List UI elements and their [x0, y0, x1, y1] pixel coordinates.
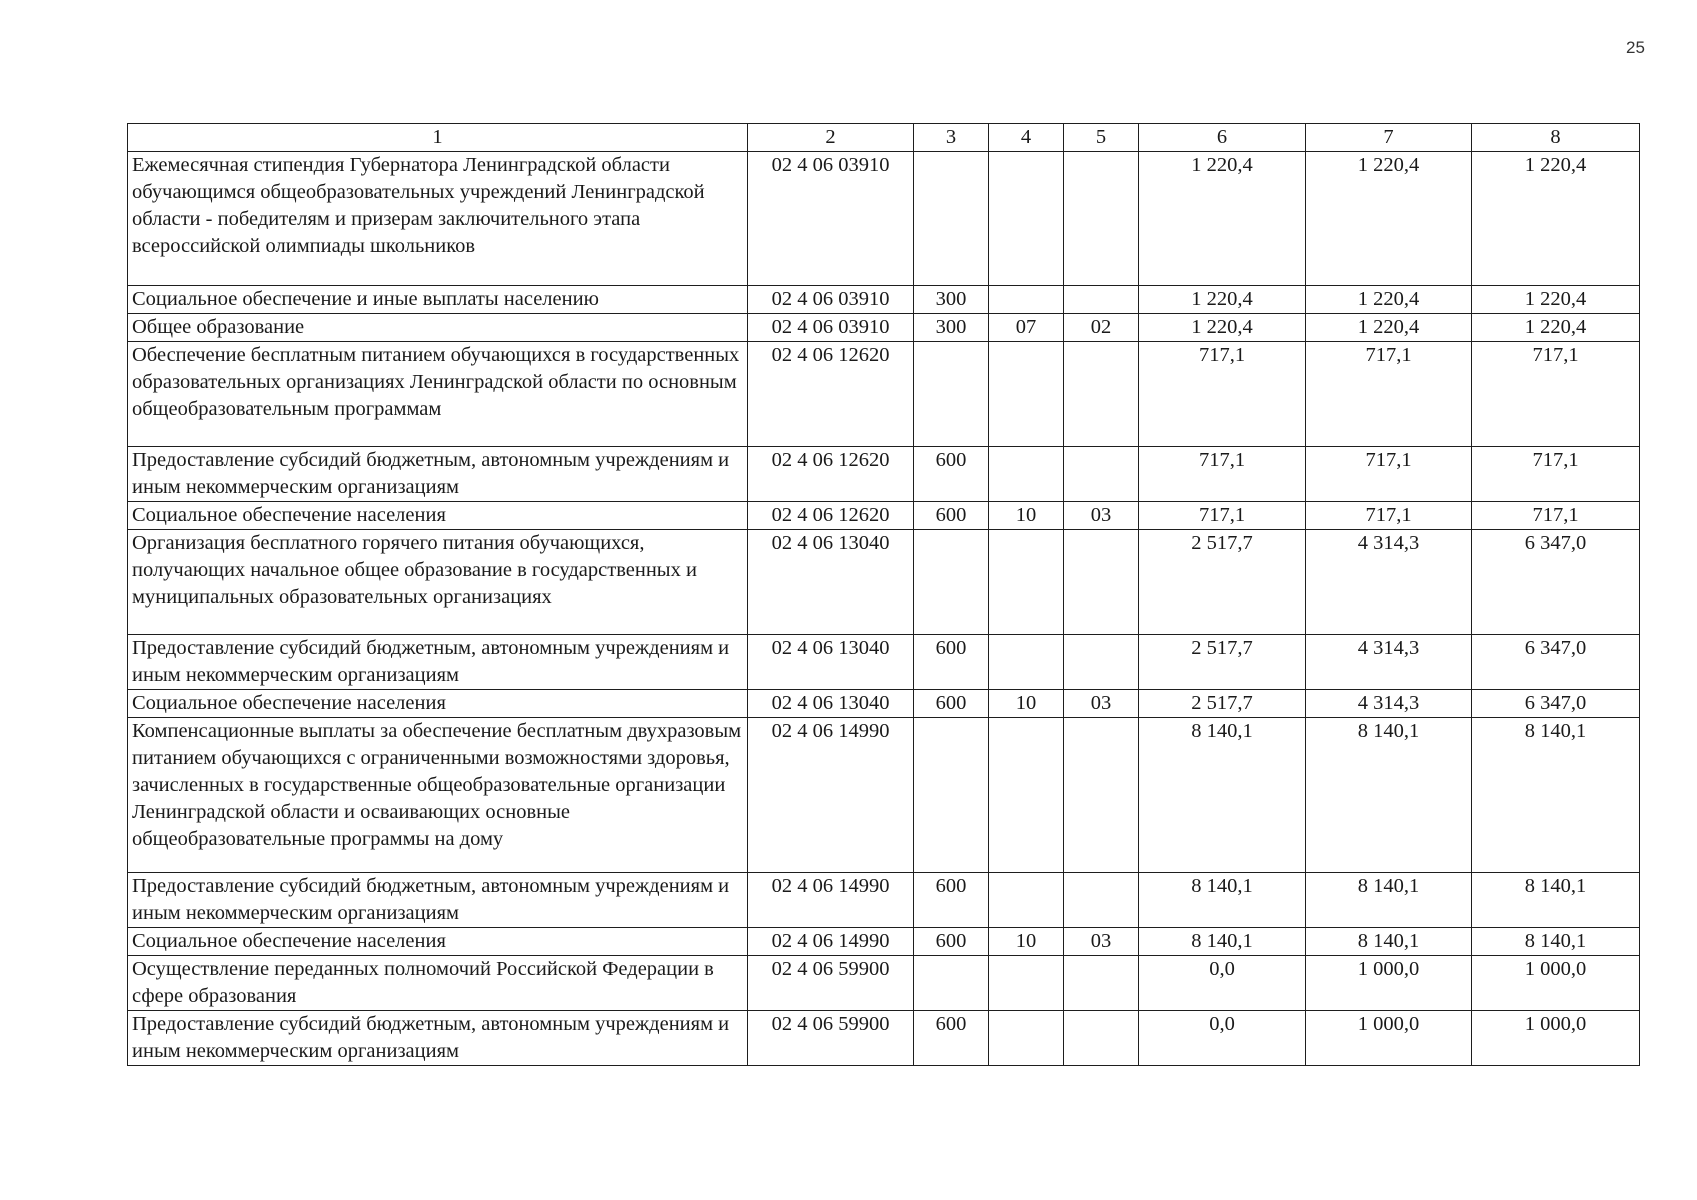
row-col8-value: 6 347,0	[1472, 635, 1640, 690]
page-number: 25	[1626, 38, 1645, 57]
row-col5-cell: 03	[1064, 690, 1139, 718]
row-col7-value: 1 220,4	[1306, 286, 1472, 314]
row-col7-value: 717,1	[1306, 342, 1472, 447]
row-col6-value: 1 220,4	[1139, 286, 1306, 314]
row-col5-cell	[1064, 718, 1139, 873]
budget-table	[127, 123, 1640, 1066]
row-name-cell: Социальное обеспечение населения	[128, 928, 748, 956]
row-col4-cell	[989, 530, 1064, 635]
table-row	[128, 928, 1640, 956]
row-name-cell: Организация бесплатного горячего питания обучающихся, получающих начальное общее образование в государственных и муниципальных образовательных организациях	[128, 530, 748, 635]
row-code-cell: 02 4 06 13040	[748, 635, 914, 690]
row-col6-value: 1 220,4	[1139, 314, 1306, 342]
row-col5-cell: 03	[1064, 928, 1139, 956]
row-col4-cell: 10	[989, 690, 1064, 718]
row-name-cell: Предоставление субсидий бюджетным, автономным учреждениям и иным некоммерческим организациям	[128, 1011, 748, 1066]
row-col3-cell: 600	[914, 873, 989, 928]
row-col3-cell: 300	[914, 314, 989, 342]
row-col3-cell	[914, 342, 989, 447]
row-name-cell: Ежемесячная стипендия Губернатора Ленинградской области обучающимся общеобразовательных учреждений Ленинградской области - победителям и призерам заключительного этапа всероссийской олимпиады школьников	[128, 152, 748, 286]
row-col8-value: 1 220,4	[1472, 314, 1640, 342]
row-name-cell: Социальное обеспечение и иные выплаты населению	[128, 286, 748, 314]
row-col5-cell	[1064, 956, 1139, 1011]
row-col8-value: 8 140,1	[1472, 718, 1640, 873]
header-cell-3: 3	[914, 124, 989, 152]
row-col4-cell	[989, 152, 1064, 286]
table-row	[128, 314, 1640, 342]
row-col3-cell	[914, 718, 989, 873]
row-col7-value: 4 314,3	[1306, 635, 1472, 690]
row-code-cell: 02 4 06 03910	[748, 314, 914, 342]
row-col5-cell	[1064, 1011, 1139, 1066]
row-col7-value: 4 314,3	[1306, 690, 1472, 718]
row-col7-value: 1 220,4	[1306, 314, 1472, 342]
row-col3-cell: 600	[914, 502, 989, 530]
row-col8-value: 6 347,0	[1472, 530, 1640, 635]
header-cell-1: 1	[128, 124, 748, 152]
table-row	[128, 502, 1640, 530]
row-col3-cell	[914, 530, 989, 635]
row-col4-cell	[989, 286, 1064, 314]
row-col5-cell	[1064, 635, 1139, 690]
row-code-cell: 02 4 06 59900	[748, 1011, 914, 1066]
row-col7-value: 4 314,3	[1306, 530, 1472, 635]
row-code-cell: 02 4 06 12620	[748, 502, 914, 530]
row-col6-value: 2 517,7	[1139, 530, 1306, 635]
row-col8-value: 717,1	[1472, 447, 1640, 502]
row-col8-value: 8 140,1	[1472, 928, 1640, 956]
row-code-cell: 02 4 06 14990	[748, 928, 914, 956]
row-col4-cell	[989, 956, 1064, 1011]
row-col3-cell	[914, 152, 989, 286]
row-col7-value: 717,1	[1306, 502, 1472, 530]
row-col4-cell	[989, 1011, 1064, 1066]
row-col3-cell: 600	[914, 928, 989, 956]
row-col6-value: 1 220,4	[1139, 152, 1306, 286]
row-col8-value: 8 140,1	[1472, 873, 1640, 928]
table-row	[128, 1011, 1640, 1066]
row-col5-cell	[1064, 286, 1139, 314]
row-col4-cell: 10	[989, 928, 1064, 956]
row-col6-value: 717,1	[1139, 447, 1306, 502]
row-code-cell: 02 4 06 13040	[748, 530, 914, 635]
row-name-cell: Предоставление субсидий бюджетным, автономным учреждениям и иным некоммерческим организациям	[128, 447, 748, 502]
row-name-cell: Социальное обеспечение населения	[128, 502, 748, 530]
row-col8-value: 1 000,0	[1472, 1011, 1640, 1066]
row-col6-value: 8 140,1	[1139, 718, 1306, 873]
row-col8-value: 717,1	[1472, 502, 1640, 530]
row-col3-cell: 600	[914, 1011, 989, 1066]
row-col4-cell	[989, 635, 1064, 690]
row-col6-value: 717,1	[1139, 342, 1306, 447]
row-col7-value: 1 000,0	[1306, 1011, 1472, 1066]
row-col4-cell: 07	[989, 314, 1064, 342]
row-col4-cell	[989, 447, 1064, 502]
row-col3-cell: 600	[914, 690, 989, 718]
row-col7-value: 717,1	[1306, 447, 1472, 502]
header-cell-7: 7	[1306, 124, 1472, 152]
row-code-cell: 02 4 06 14990	[748, 873, 914, 928]
row-code-cell: 02 4 06 12620	[748, 447, 914, 502]
row-col6-value: 0,0	[1139, 1011, 1306, 1066]
row-col5-cell	[1064, 873, 1139, 928]
table-row	[128, 530, 1640, 635]
table-row	[128, 956, 1640, 1011]
row-col6-value: 8 140,1	[1139, 928, 1306, 956]
table-row	[128, 447, 1640, 502]
row-col5-cell	[1064, 447, 1139, 502]
header-cell-8: 8	[1472, 124, 1640, 152]
row-name-cell: Обеспечение бесплатным питанием обучающихся в государственных образовательных организациях Ленинградской области по основным общеобразовательным программам	[128, 342, 748, 447]
header-cell-4: 4	[989, 124, 1064, 152]
row-col8-value: 6 347,0	[1472, 690, 1640, 718]
row-code-cell: 02 4 06 59900	[748, 956, 914, 1011]
row-code-cell: 02 4 06 03910	[748, 152, 914, 286]
table-row	[128, 718, 1640, 873]
row-col7-value: 8 140,1	[1306, 928, 1472, 956]
table-row	[128, 690, 1640, 718]
row-col5-cell	[1064, 342, 1139, 447]
table-row	[128, 342, 1640, 447]
row-col7-value: 8 140,1	[1306, 873, 1472, 928]
header-cell-2: 2	[748, 124, 914, 152]
table-row	[128, 635, 1640, 690]
row-col7-value: 1 220,4	[1306, 152, 1472, 286]
row-col4-cell	[989, 873, 1064, 928]
header-cell-6: 6	[1139, 124, 1306, 152]
header-cell-5: 5	[1064, 124, 1139, 152]
row-name-cell: Социальное обеспечение населения	[128, 690, 748, 718]
row-name-cell: Компенсационные выплаты за обеспечение бесплатным двухразовым питанием обучающихся с ограниченными возможностями здоровья, зачисленных в государственные общеобразовательные организации Ленинградской области и осваивающих основные общеобразовательные программы на дому	[128, 718, 748, 873]
table-row	[128, 873, 1640, 928]
row-col4-cell	[989, 718, 1064, 873]
table-row	[128, 286, 1640, 314]
row-col6-value: 8 140,1	[1139, 873, 1306, 928]
row-name-cell: Предоставление субсидий бюджетным, автономным учреждениям и иным некоммерческим организациям	[128, 635, 748, 690]
row-col4-cell: 10	[989, 502, 1064, 530]
row-code-cell: 02 4 06 14990	[748, 718, 914, 873]
row-col5-cell	[1064, 152, 1139, 286]
row-col5-cell: 02	[1064, 314, 1139, 342]
row-col3-cell	[914, 956, 989, 1011]
table-row	[128, 152, 1640, 286]
budget-table-body	[128, 124, 1640, 1066]
row-col6-value: 2 517,7	[1139, 690, 1306, 718]
row-col6-value: 0,0	[1139, 956, 1306, 1011]
row-col3-cell: 600	[914, 447, 989, 502]
row-col3-cell: 600	[914, 635, 989, 690]
header-row	[128, 124, 1640, 152]
row-col8-value: 1 000,0	[1472, 956, 1640, 1011]
row-col6-value: 2 517,7	[1139, 635, 1306, 690]
row-col8-value: 1 220,4	[1472, 152, 1640, 286]
row-col8-value: 717,1	[1472, 342, 1640, 447]
row-code-cell: 02 4 06 12620	[748, 342, 914, 447]
row-col4-cell	[989, 342, 1064, 447]
row-col8-value: 1 220,4	[1472, 286, 1640, 314]
row-col5-cell	[1064, 530, 1139, 635]
row-name-cell: Осуществление переданных полномочий Российской Федерации в сфере образования	[128, 956, 748, 1011]
row-col7-value: 1 000,0	[1306, 956, 1472, 1011]
row-col7-value: 8 140,1	[1306, 718, 1472, 873]
row-col3-cell: 300	[914, 286, 989, 314]
row-name-cell: Предоставление субсидий бюджетным, автономным учреждениям и иным некоммерческим организациям	[128, 873, 748, 928]
row-col6-value: 717,1	[1139, 502, 1306, 530]
row-code-cell: 02 4 06 03910	[748, 286, 914, 314]
row-code-cell: 02 4 06 13040	[748, 690, 914, 718]
row-col5-cell: 03	[1064, 502, 1139, 530]
row-name-cell: Общее образование	[128, 314, 748, 342]
